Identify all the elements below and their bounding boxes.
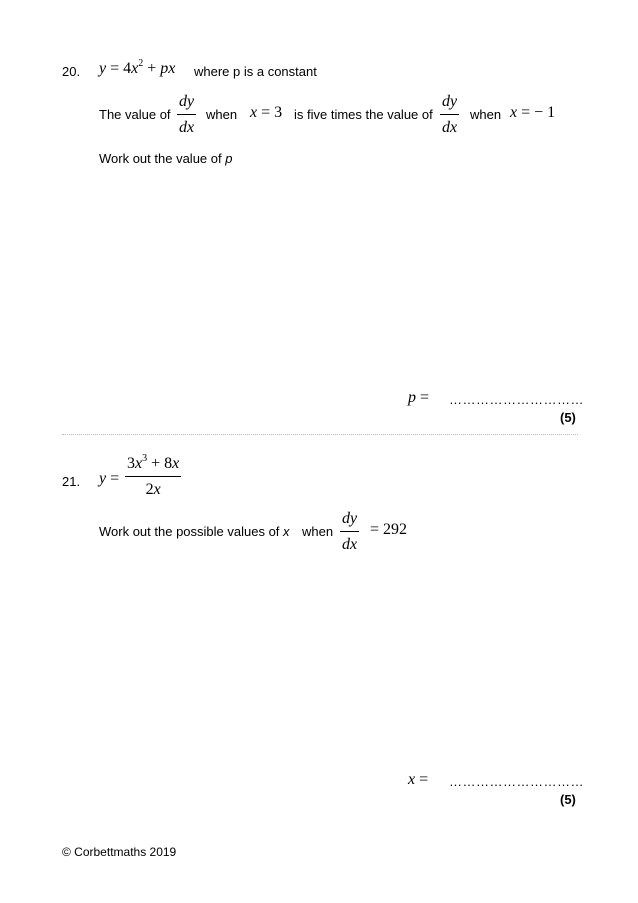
question-20-number: 20. [62,64,81,79]
question-20-equation: $y = 4x^2$ + px [99,58,176,77]
question-20-condition-1: x = 3 [250,104,283,121]
question-20-derivative-fraction-1: dy dx [179,93,195,136]
question-20-the-value-of: The value of [99,107,171,122]
copyright-footer: © Corbettmaths 2019 [62,845,177,859]
fraction-bar [125,476,181,477]
question-20-when-1: when [206,107,238,122]
question-21-answer-line[interactable]: ………………………… [449,774,584,789]
question-20-marks: (5) [560,410,576,425]
question-20-answer-label: p = [408,389,430,406]
question-20-derivative-fraction-2: dy dx [442,93,458,136]
question-21-number: 21. [62,474,81,489]
question-20-condition-2: x = − 1 [510,104,556,121]
question-20-answer-line[interactable]: ………………………… [449,392,584,407]
question-20-five-times: is five times the value of [294,107,433,122]
fraction-bar [440,114,459,115]
question-20-instruction: Work out the value of p [99,151,233,166]
question-21-answer-label: x = [408,771,429,788]
question-21-equals-value: = 292 [370,521,408,538]
fraction-bar [177,114,196,115]
question-21-y-equals: y = [99,470,120,487]
fraction-bar [340,531,359,532]
question-21-derivative-fraction: dy dx [342,510,358,553]
question-20-constant-note: where p is a constant [194,64,317,79]
question-21-marks: (5) [560,792,576,807]
question-divider [62,434,578,435]
question-21-function-fraction: $3x^3 + 8x$ 2x [127,453,180,498]
question-21-when: when [302,524,334,539]
question-20-when-2: when [470,107,502,122]
question-21-instruction: Work out the possible values of x [99,524,290,539]
